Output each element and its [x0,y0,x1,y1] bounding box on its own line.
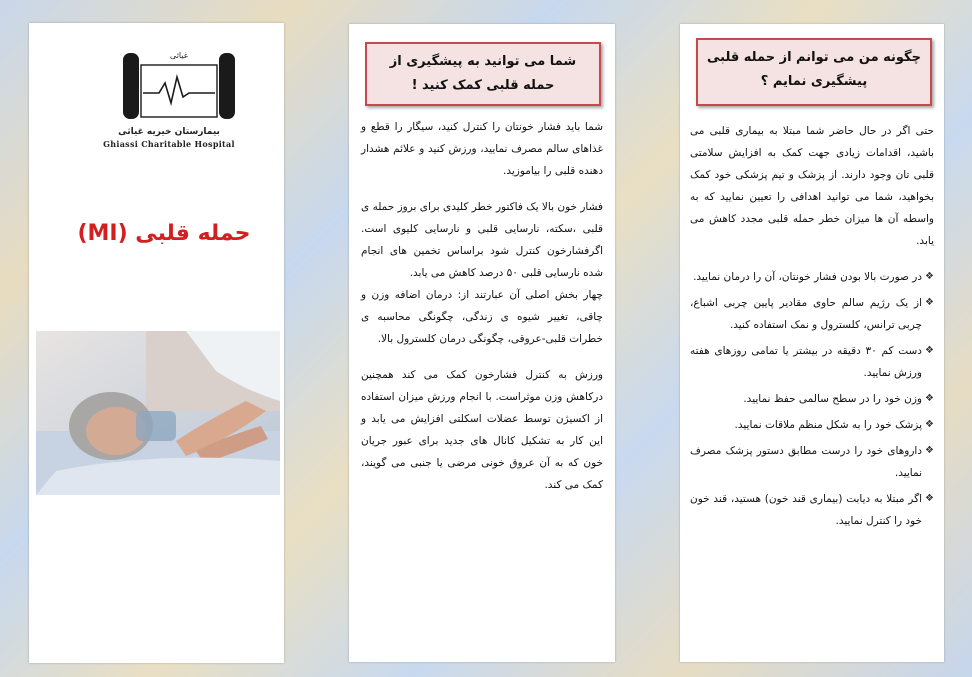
cpr-photo [36,331,280,495]
brochure-title: حمله قلبی (MI) [77,221,251,246]
bullet-icon: ❖ [925,445,934,456]
list-item: ❖ از یک رژیم سالم حاوی مقادیر پایین چربی اشباع، چربی ترانس، کلسترول و نمک استفاده کنید. [690,292,934,336]
prevention-help-heading: شما می توانید به پیشگیری از حمله قلبی کمک کنید ! [365,42,601,106]
how-to-prevent-body [690,120,934,536]
prevention-help-panel [349,24,615,662]
prevention-help-body [361,116,603,510]
tips-list [690,266,934,532]
hospital-logo [119,47,239,127]
bullet-icon: ❖ [925,271,934,282]
paragraph: ورزش به کنترل فشارخون کمک می کند همچنین درکاهش وزن موثراست. با انجام ورزش میزان استفاده از اکسیژن توسط عضلات اسکلتی افزایش می یابد و این کار به تشکیل کانال های جدید برای عبور جریان خون که به آن عروق خونی مرضی یا جنبی می گویند، کمک می کند. [361,369,603,491]
logo-top-text: غیاثی [170,51,188,60]
paragraph: چهار بخش اصلی آن عبارتند از: درمان اضافه وزن و چاقی، تغییر شیوه ی زندگی، چگونگی محاسبه ی خطرات قلبی-عروقی، چگونگی درمان کلسترول بالا. [361,289,603,345]
list-item: ❖ اگر مبتلا به دیابت (بیماری قند خون) هستید، قند خون خود را کنترل نمایید. [690,488,934,532]
intro-paragraph: حتی اگر در حال حاضر شما مبتلا به بیماری قلبی می باشید، اقدامات زیادی جهت کمک به افزایش سلامتی قلبی تان وجود دارند. از پزشک و تیم پزشکی خود کمک بخواهید، شما می توانید اهدافی را تعیین نمایید که به واسطه آن ها میزان خطر حمله قلبی مجدد کاهش می یابد. [690,125,934,247]
paragraph: فشار خون بالا یک فاکتور خطر کلیدی برای بروز حمله ی قلبی ،سکته، نارسایی قلبی و نارسایی کلیوی است. اگرفشارخون کنترل شود براساس تخمین های انجام شده نارسایی قلبی ۵۰ درصد کاهش می یابد. [361,201,603,279]
bullet-icon: ❖ [925,345,934,356]
logo-english-name: Ghiassi Charitable Hospital [103,139,235,149]
bullet-icon: ❖ [925,297,934,308]
logo-persian-name: بیمارستان خیریه غیاثی [118,127,220,137]
list-item: ❖ وزن خود را در سطح سالمی حفظ نمایید. [690,388,934,410]
list-item: ❖ در صورت بالا بودن فشار خونتان، آن را درمان نمایید. [690,266,934,288]
cover-panel [29,23,284,663]
list-item: ❖ دست کم ۳۰ دقیقه در بیشتر یا تمامی روزهای هفته ورزش نمایید. [690,340,934,384]
how-to-prevent-panel [680,24,944,662]
bullet-icon: ❖ [925,493,934,504]
bullet-icon: ❖ [925,393,934,404]
list-item: ❖ داروهای خود را درست مطابق دستور پزشک مصرف نمایید. [690,440,934,484]
bullet-icon: ❖ [925,419,934,430]
paragraph: شما باید فشار خونتان را کنترل کنید، سیگار را قطع و غذاهای سالم مصرف نمایید، ورزش کنید و علائم هشدار دهنده قلبی را بیاموزید. [361,121,603,177]
how-to-prevent-heading: چگونه من می توانم از حمله قلبی پیشگیری نمایم ؟ [696,38,932,106]
list-item: ❖ پزشک خود را به شکل منظم ملاقات نمایید. [690,414,934,436]
